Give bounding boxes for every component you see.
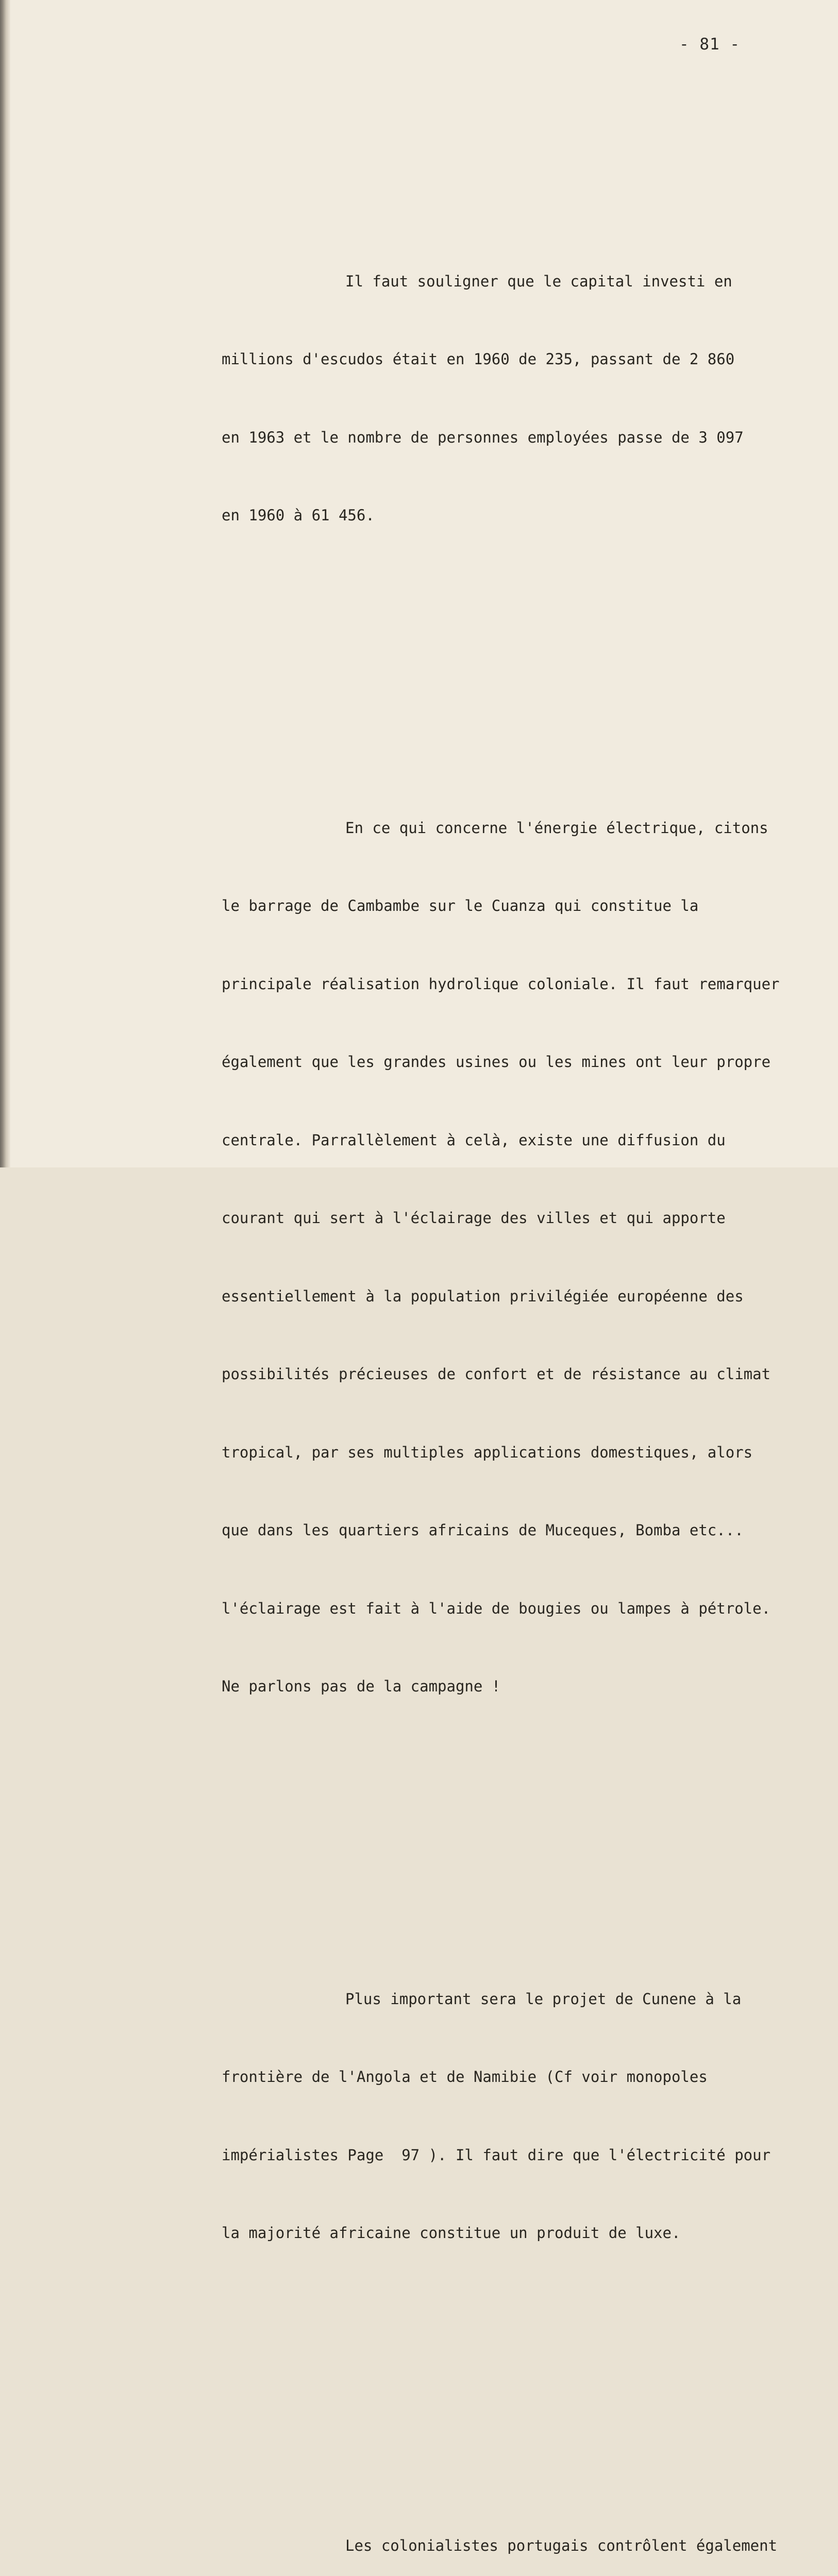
text-line: centrale. Parrallèlement à celà, existe une diffusion du [222,1127,783,1154]
text-line: que dans les quartiers africains de Muceques, Bomba etc... [222,1517,783,1544]
text-line: tropical, par ses multiples applications domestiques, alors [222,1439,783,1466]
text-line: courant qui sert à l'éclairage des villes et qui apporte [222,1205,783,1231]
text-line: la majorité africaine constitue un produit de luxe. [222,2220,783,2246]
text-line: essentiellement à la population privilégiée européenne des [222,1283,783,1310]
paragraph-4 [222,2481,783,2576]
text-line: En ce qui concerne l'énergie électrique, citons [222,815,783,841]
text-line: frontière de l'Angola et de Namibie (Cf voir monopoles [222,2064,783,2090]
text-line: Ne parlons pas de la campagne ! [222,1673,783,1700]
text-line: l'éclairage est fait à l'aide de bougies ou lampes à pétrole. [222,1596,783,1622]
paragraph-3 [222,1934,783,2298]
text-line: également que les grandes usines ou les mines ont leur propre [222,1049,783,1075]
text-line: Plus important sera le projet de Cunene à la [222,1986,783,2012]
text-line: possibilités précieuses de confort et de résistance au climat [222,1361,783,1387]
text-line: Il faut souligner que le capital investi en [222,268,783,295]
page-number: - 81 - [679,35,740,54]
text-line: impérialistes Page 97 ). Il faut dire que l'électricité pour [222,2142,783,2168]
text-line: principale réalisation hydrolique coloniale. Il faut remarquer [222,971,783,997]
text-line: le barrage de Cambambe sur le Cuanza qui constitue la [222,893,783,919]
text-line: en 1960 à 61 456. [222,502,783,529]
paragraph-2 [222,763,783,1752]
document-page [0,0,838,1167]
body-text [222,138,783,2576]
text-line: millions d'escudos était en 1960 de 235, passant de 2 860 [222,346,783,372]
text-line: Les colonialistes portugais contrôlent également [222,2533,783,2559]
paragraph-1 [222,216,783,581]
text-line: en 1963 et le nombre de personnes employées passe de 3 097 [222,425,783,451]
binding-edge [0,0,10,1167]
